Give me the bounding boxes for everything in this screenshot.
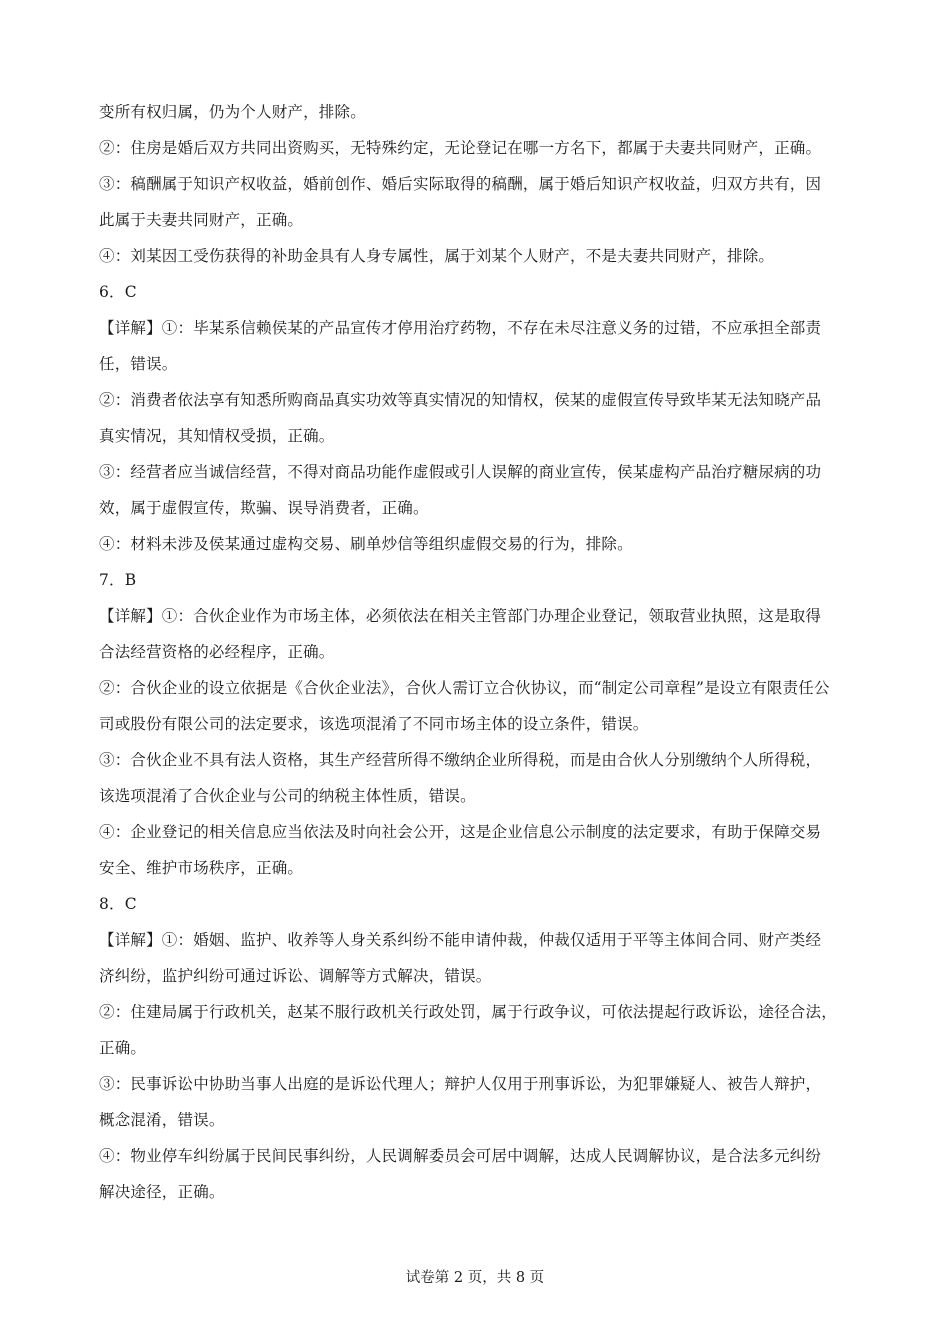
- text-line: ③：民事诉讼中协助当事人出庭的是诉讼代理人；辩护人仅用于刑事诉讼，为犯罪嫌疑人、被告人辩护，: [99, 1075, 822, 1093]
- text-line: ④：物业停车纠纷属于民间民事纠纷，人民调解委员会可居中调解，达成人民调解协议，是合法多元纠纷: [99, 1147, 822, 1165]
- text-line: ②：住房是婚后双方共同出资购买，无特殊约定，无论登记在哪一方名下，都属于夫妻共同财产，正确。: [99, 139, 822, 157]
- text-line: 效，属于虚假宣传，欺骗、误导消费者，正确。: [99, 499, 429, 517]
- text-line: 济纠纷，监护纠纷可通过诉讼、调解等方式解决，错误。: [99, 967, 492, 985]
- text-line: 任，错误。: [99, 355, 178, 373]
- question-answer-7: 7．B: [99, 571, 137, 589]
- text-line: 该选项混淆了合伙企业与公司的纳税主体性质，错误。: [99, 787, 476, 805]
- text-line: 【详解】①：毕某系信赖侯某的产品宣传才停用治疗药物，不存在未尽注意义务的过错，不应承担全部责: [99, 319, 822, 337]
- text-line: 此属于夫妻共同财产，正确。: [99, 211, 304, 229]
- text-line: ②：合伙企业的设立依据是《合伙企业法》，合伙人需订立合伙协议，而“制定公司章程”是设立有限责任公: [99, 679, 830, 697]
- text-line: 真实情况，其知情权受损，正确。: [99, 427, 335, 445]
- text-line: 【详解】①：合伙企业作为市场主体，必须依法在相关主管部门办理企业登记，领取营业执照，这是取得: [99, 607, 822, 625]
- text-line: ③：稿酬属于知识产权收益，婚前创作、婚后实际取得的稿酬，属于婚后知识产权收益，归双方共有，因: [99, 175, 822, 193]
- question-answer-8: 8．C: [99, 895, 137, 913]
- text-line: ②：住建局属于行政机关，赵某不服行政机关行政处罚，属于行政争议，可依法提起行政诉讼，途径合法，: [99, 1003, 837, 1021]
- text-line: ④：企业登记的相关信息应当依法及时向社会公开，这是企业信息公示制度的法定要求，有助于保障交易: [99, 823, 822, 841]
- text-line: 解决途径，正确。: [99, 1183, 225, 1201]
- text-line: ③：经营者应当诚信经营，不得对商品功能作虚假或引人误解的商业宣传，侯某虚构产品治疗糖尿病的功: [99, 463, 822, 481]
- question-answer-6: 6．C: [99, 283, 137, 301]
- text-line: 司或股份有限公司的法定要求，该选项混淆了不同市场主体的设立条件，错误。: [99, 715, 649, 733]
- text-line: 变所有权归属，仍为个人财产，排除。: [99, 103, 366, 121]
- text-line: ②：消费者依法享有知悉所购商品真实功效等真实情况的知情权，侯某的虚假宣传导致毕某无法知晓产品: [99, 391, 822, 409]
- text-line: ④：刘某因工受伤获得的补助金具有人身专属性，属于刘某个人财产，不是夫妻共同财产，排除。: [99, 247, 775, 265]
- text-line: 【详解】①：婚姻、监护、收养等人身关系纠纷不能申请仲裁，仲裁仅适用于平等主体间合同、财产类经: [99, 931, 822, 949]
- text-line: ④：材料未涉及侯某通过虚构交易、刷单炒信等组织虚假交易的行为，排除。: [99, 535, 633, 553]
- page-footer: 试卷第 2 页，共 8 页: [405, 1270, 545, 1286]
- text-line: ③：合伙企业不具有法人资格，其生产经营所得不缴纳企业所得税，而是由合伙人分别缴纳个人所得税，: [99, 751, 822, 769]
- text-line: 正确。: [99, 1039, 147, 1057]
- text-line: 合法经营资格的必经程序，正确。: [99, 643, 335, 661]
- text-line: 概念混淆，错误。: [99, 1111, 225, 1129]
- text-line: 安全、维护市场秩序，正确。: [99, 859, 304, 877]
- answer-explanations: [99, 94, 869, 1210]
